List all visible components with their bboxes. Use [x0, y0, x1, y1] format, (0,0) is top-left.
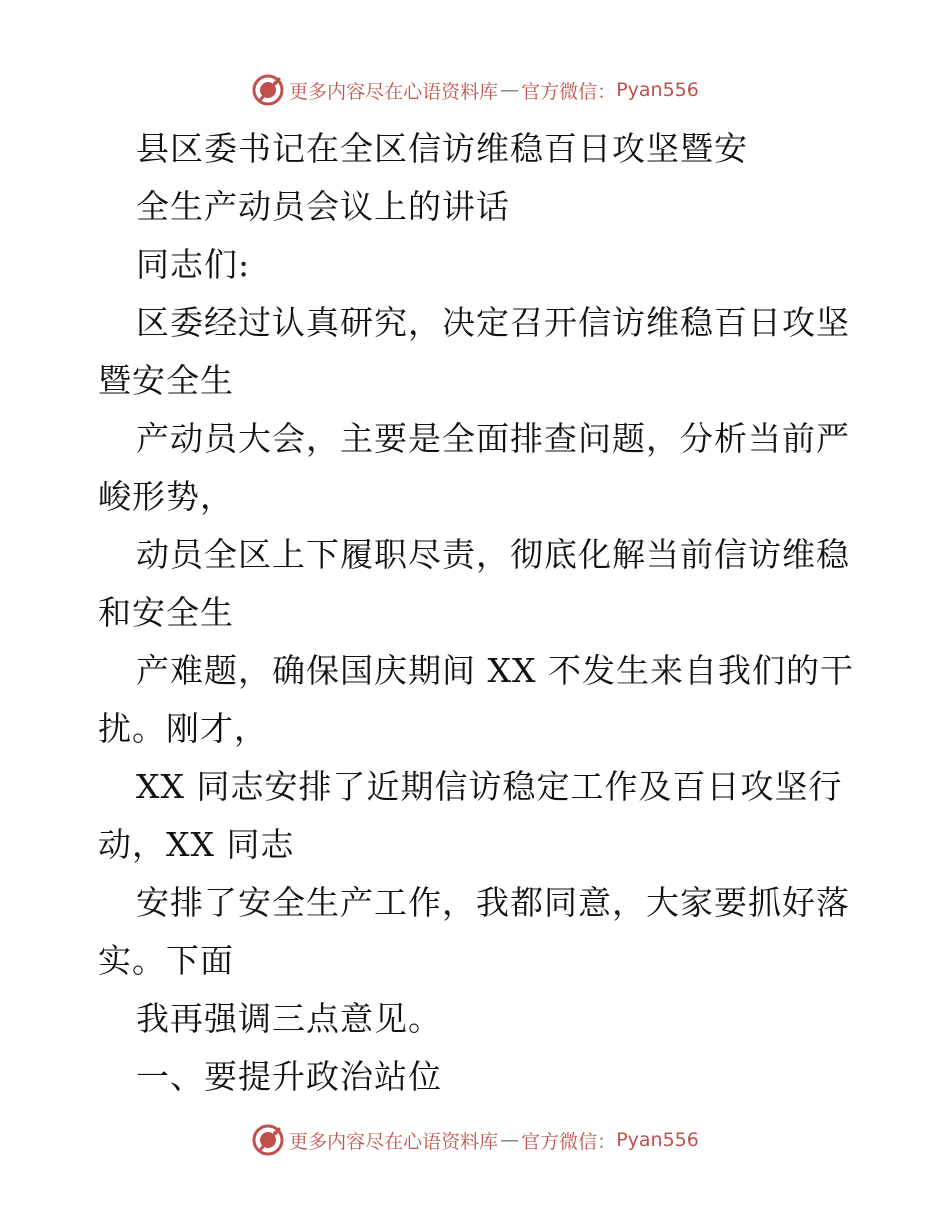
text-line: 产难题，确保国庆期间 XX 不发生来自我们的干 — [136, 651, 854, 690]
watermark-label: 官方微信： — [521, 1130, 617, 1153]
text-line: 一、要提升政治站位 — [136, 1057, 442, 1096]
text-line: XX 同志安排了近期信访稳定工作及百日攻坚行 — [136, 767, 843, 806]
text-line: 和安全生 — [98, 593, 234, 632]
text-line: 安排了安全生产工作，我都同意，大家要抓好落 — [136, 883, 850, 922]
quill-logo-icon — [251, 1123, 285, 1157]
watermark-footer — [0, 1120, 950, 1160]
watermark-account: Pyan556 — [616, 79, 699, 101]
text-line: 扰。刚才， — [98, 709, 268, 748]
text-line: 暨安全生 — [98, 361, 234, 400]
text-line: 动员全区上下履职尽责，彻底化解当前信访维稳 — [136, 535, 850, 574]
text-line: 产动员大会，主要是全面排查问题，分析当前严 — [136, 419, 850, 458]
watermark-separator: — — [500, 79, 520, 101]
document-body — [98, 120, 858, 1106]
watermark-separator: — — [500, 1129, 520, 1151]
text-line: 我再强调三点意见。 — [136, 999, 442, 1038]
text-line: 全生产动员会议上的讲话 — [136, 187, 510, 226]
text-line: 实。下面 — [98, 941, 234, 980]
watermark-label: 官方微信： — [521, 80, 617, 103]
text-line: 动，XX 同志 — [98, 825, 295, 864]
text-line: 峻形势， — [98, 477, 234, 516]
watermark-header — [0, 70, 950, 110]
text-line: 同志们: — [136, 245, 251, 284]
quill-logo-icon — [251, 73, 285, 107]
watermark-site: 更多内容尽在心语资料库 — [289, 80, 499, 103]
text-line: 县区委书记在全区信访维稳百日攻坚暨安 — [136, 129, 748, 168]
text-line: 区委经过认真研究，决定召开信访维稳百日攻坚 — [136, 303, 850, 342]
watermark-site: 更多内容尽在心语资料库 — [289, 1130, 499, 1153]
watermark-account: Pyan556 — [616, 1129, 699, 1151]
